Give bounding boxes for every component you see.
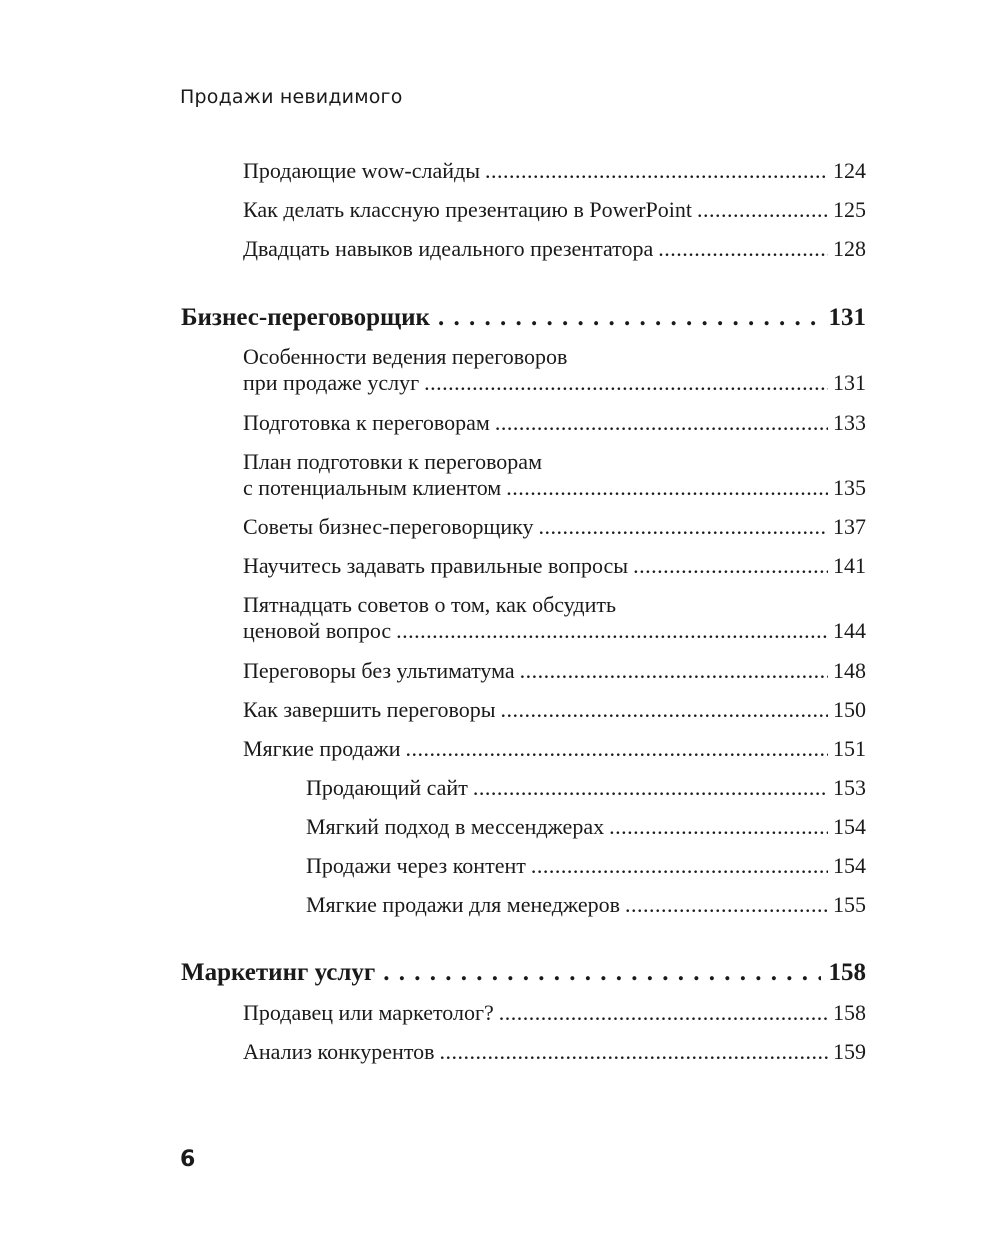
dot-leader xyxy=(520,658,828,684)
toc-entry-title: Переговоры без ультиматума xyxy=(243,658,515,683)
toc-entry-negotiation-features[interactable] xyxy=(243,344,866,396)
dot-leader xyxy=(506,475,828,501)
toc-entry-wow-slides[interactable] xyxy=(243,158,866,184)
toc-subentry-messengers[interactable] xyxy=(306,814,866,840)
toc-page-number: 154 xyxy=(833,853,866,878)
dot-leader xyxy=(495,410,828,436)
toc-page-number: 135 xyxy=(833,475,866,500)
toc-entry-negotiator-tips[interactable] xyxy=(243,514,866,540)
toc-page-number: 150 xyxy=(833,697,866,722)
toc-entry-presenter-skills[interactable] xyxy=(243,236,866,262)
toc-page-number: 151 xyxy=(833,736,866,761)
toc-entry-title: Советы бизнес-переговорщику xyxy=(243,514,534,539)
toc-entry-title: Продавец или маркетолог? xyxy=(243,1000,494,1025)
dot-leader xyxy=(438,303,821,333)
toc-subentry-content-sales[interactable] xyxy=(306,853,866,879)
dot-leader xyxy=(633,553,828,579)
dot-leader xyxy=(697,197,828,223)
toc-chapter-marketing[interactable] xyxy=(181,958,866,988)
toc-entry-title: Как делать классную презентацию в PowerPoint xyxy=(243,197,693,222)
toc-entry-title: Научитесь задавать правильные вопросы xyxy=(243,553,629,578)
dot-leader xyxy=(396,618,828,644)
toc-page-number: 153 xyxy=(833,775,866,800)
dot-leader xyxy=(500,697,828,723)
dot-leader xyxy=(485,158,828,184)
dot-leader xyxy=(499,1000,828,1026)
toc-page-number: 124 xyxy=(833,158,866,183)
toc-entry-title-line1: План подготовки к переговорам xyxy=(243,449,542,474)
toc-page-number: 144 xyxy=(833,618,866,643)
toc-chapter-title: Маркетинг услуг xyxy=(181,959,376,986)
toc-entry-title: Анализ конкурентов xyxy=(243,1039,435,1064)
toc-entry-price-tips[interactable] xyxy=(243,592,866,644)
toc-page-number: 159 xyxy=(833,1039,866,1064)
toc-entry-title: Как завершить переговоры xyxy=(243,697,496,722)
toc-entry-title: Подготовка к переговорам xyxy=(243,410,490,435)
dot-leader xyxy=(625,892,828,918)
dot-leader xyxy=(473,775,828,801)
toc-page-number: 141 xyxy=(833,553,866,578)
toc-entry-title-line1: Пятнадцать советов о том, как обсудить xyxy=(243,592,617,617)
dot-leader xyxy=(383,958,820,988)
dot-leader xyxy=(440,1039,828,1065)
running-header: Продажи невидимого xyxy=(180,86,403,108)
toc-entry-title: Мягкий подход в мессенджерах xyxy=(306,814,605,839)
toc-entry-right-questions[interactable] xyxy=(243,553,866,579)
toc-subentry-selling-site[interactable] xyxy=(306,775,866,801)
dot-leader xyxy=(658,236,828,262)
toc-entry-seller-or-marketer[interactable] xyxy=(243,1000,866,1026)
toc-page-number: 137 xyxy=(833,514,866,539)
toc-chapter-title: Бизнес-переговорщик xyxy=(181,304,430,331)
toc-page-number: 131 xyxy=(828,304,866,331)
toc-entry-title: Продающий сайт xyxy=(306,775,468,800)
toc-entry-title: Мягкие продажи для менеджеров xyxy=(306,892,620,917)
toc-entry-title: Мягкие продажи xyxy=(243,736,401,761)
toc-chapter-negotiator[interactable] xyxy=(181,303,866,333)
toc-page-number: 125 xyxy=(833,197,866,222)
toc-entry-title-line1: Особенности ведения переговоров xyxy=(243,344,568,369)
toc-entry-title-line2: с потенциальным клиентом xyxy=(243,475,502,500)
dot-leader xyxy=(539,514,828,540)
toc-entry-title: Продажи через контент xyxy=(306,853,526,878)
dot-leader xyxy=(609,814,828,840)
toc-entry-no-ultimatum[interactable] xyxy=(243,658,866,684)
toc-page-number: 148 xyxy=(833,658,866,683)
dot-leader xyxy=(424,370,828,396)
toc-page-number: 155 xyxy=(833,892,866,917)
toc-entry-title-line2: при продаже услуг xyxy=(243,370,420,395)
toc-entry-competitor-analysis[interactable] xyxy=(243,1039,866,1065)
dot-leader xyxy=(531,853,828,879)
toc-entry-finish-negotiation[interactable] xyxy=(243,697,866,723)
toc-page-number: 133 xyxy=(833,410,866,435)
toc-subentry-managers[interactable] xyxy=(306,892,866,918)
toc-page-number: 158 xyxy=(828,959,866,986)
toc-entry-powerpoint[interactable] xyxy=(243,197,866,223)
toc-page-number: 158 xyxy=(833,1000,866,1025)
toc-entry-title-line2: ценовой вопрос xyxy=(243,618,392,643)
page-number: 6 xyxy=(180,1147,196,1172)
toc-entry-title: Продающие wow-слайды xyxy=(243,158,480,183)
toc-entry-negotiation-prep[interactable] xyxy=(243,410,866,436)
toc-page-number: 154 xyxy=(833,814,866,839)
toc-entry-title: Двадцать навыков идеального презентатора xyxy=(243,236,654,261)
toc-page-number: 128 xyxy=(833,236,866,261)
toc-page-number: 131 xyxy=(833,370,866,395)
toc-entry-prep-plan[interactable] xyxy=(243,449,866,501)
dot-leader xyxy=(406,736,828,762)
toc-entry-soft-sales[interactable] xyxy=(243,736,866,762)
